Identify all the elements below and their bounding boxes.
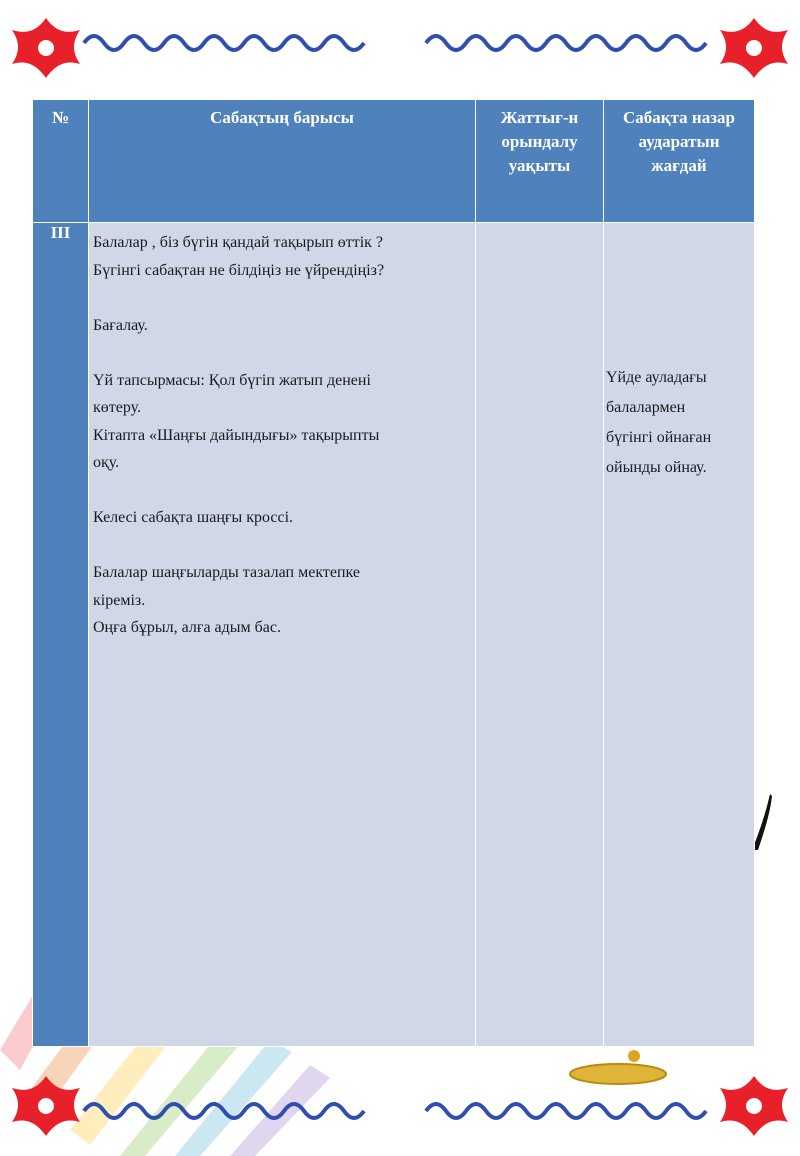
header-exercise-time: Жаттығ-н орындалу уақыты — [476, 100, 604, 223]
ornament-corner-icon — [6, 1070, 86, 1150]
ornament-corner-icon — [714, 12, 794, 92]
lesson-line: Бағалау. — [93, 316, 148, 334]
lesson-line: Кітапта «Шаңғы дайындығы» тақырыпты — [93, 426, 380, 444]
table-row — [33, 223, 755, 1047]
table-header-row — [33, 100, 755, 223]
lesson-line: Балалар шаңғыларды тазалап мектепке — [93, 564, 361, 581]
lesson-line: Келесі сабақта шаңғы кроссі. — [93, 509, 294, 526]
lesson-line: Үй тапсырмасы: Қол бүгіп жатып денені — [93, 371, 371, 389]
ornament-corner-icon — [714, 1070, 794, 1150]
lesson-line: Оңға бұрыл, алға адым бас. — [93, 619, 282, 636]
attention-line: балалармен — [606, 399, 686, 416]
lesson-line: Балалар , біз бүгін қандай тақырып өттік ? — [93, 234, 384, 251]
attention-note-cell — [604, 223, 755, 1047]
dish-decoration — [568, 1046, 668, 1086]
header-attention-note: Сабақта назар аударатын жағдай — [604, 100, 755, 223]
lesson-line: көтеру. — [93, 399, 142, 416]
lesson-line: кіреміз. — [93, 591, 146, 609]
header-number: № — [33, 100, 89, 223]
exercise-time-cell — [476, 223, 604, 1047]
attention-line: ойынды ойнау. — [606, 459, 707, 476]
row-number: ІІІ — [33, 223, 89, 1047]
ornament-band-icon — [82, 26, 372, 60]
ornament-corner-icon — [6, 12, 86, 92]
ornament-band-icon — [424, 26, 714, 60]
attention-line: бүгінгі ойнаған — [606, 429, 712, 446]
lesson-line: оқу. — [93, 454, 120, 471]
ornament-band-icon — [424, 1094, 714, 1128]
lesson-progress-cell — [89, 223, 476, 1047]
attention-line: Үйде ауладағы — [606, 369, 707, 386]
ornament-band-icon — [82, 1094, 372, 1128]
lesson-plan-table — [32, 99, 755, 1047]
header-lesson-progress: Сабақтың барысы — [89, 100, 476, 223]
lesson-line: Бүгінгі сабақтан не білдіңіз не үйрендіңіз? — [93, 261, 385, 279]
